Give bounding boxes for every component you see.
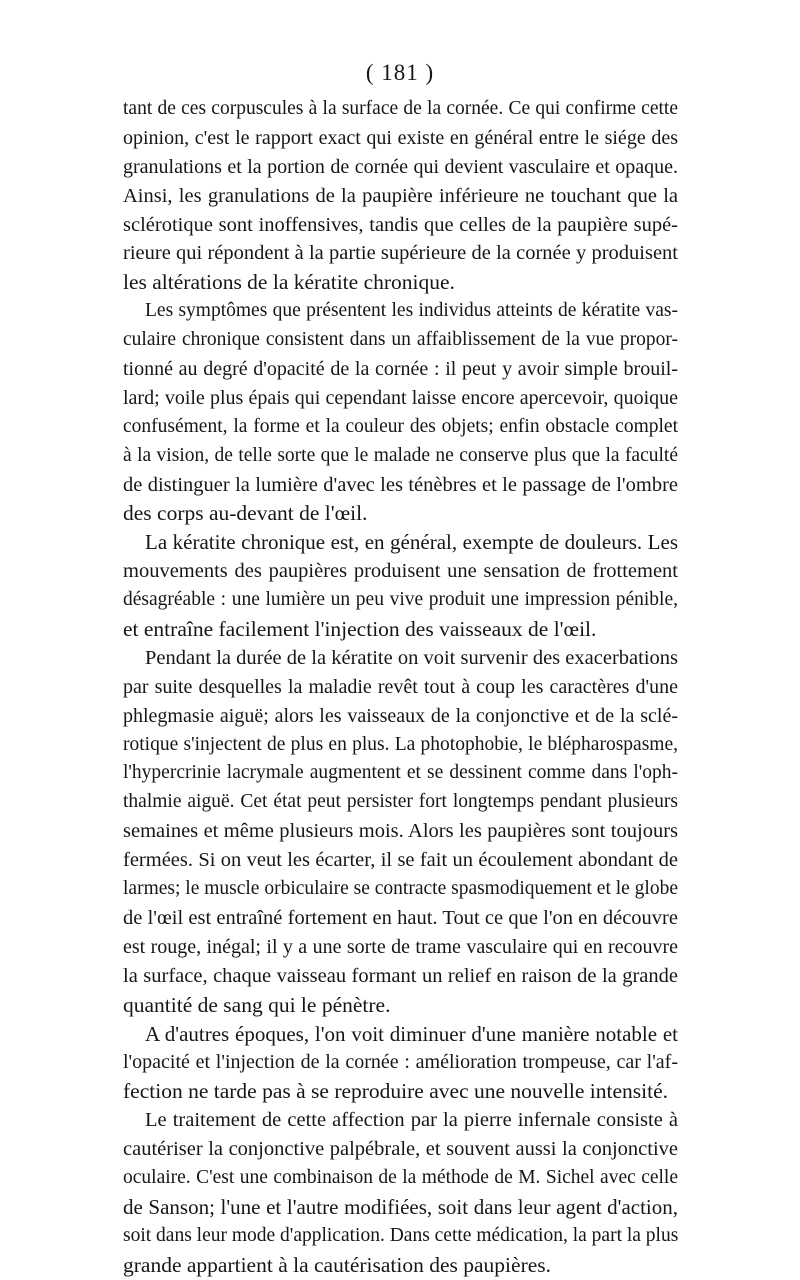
text-line: soit dans leur mode d'application. Dans cette médication, la part la plus <box>123 1224 678 1246</box>
text-line: rieure qui répondent à la partie supérieure de la cornée y produisent <box>123 242 678 265</box>
text-line: oculaire. C'est une combinaison de la méthode de M. Sichel avec celle <box>123 1166 678 1188</box>
text-line: sclérotique sont inoffensives, tandis que celles de la paupière supé- <box>123 213 678 236</box>
paragraph <box>123 644 678 1020</box>
paragraph <box>123 1106 678 1279</box>
text-line: de l'œil est entraîné fortement en haut. Tout ce que l'on en découvre <box>123 906 678 929</box>
text-line: l'opacité et l'injection de la cornée : amélioration trompeuse, car l'af- <box>123 1051 678 1074</box>
text-line: par suite desquelles la maladie revêt tout à coup les caractères d'une <box>123 675 678 698</box>
text-line: Les symptômes que présentent les individus atteints de kératite vas- <box>145 300 678 322</box>
text-line: granulations et la portion de cornée qui devient vasculaire et opaque. <box>123 155 678 178</box>
page-number: ( 181 ) <box>365 60 435 85</box>
text-line: Ainsi, les granulations de la paupière inférieure ne touchant que la <box>123 184 678 207</box>
text-line: confusément, la forme et la couleur des objets; enfin obstacle complet <box>123 415 678 437</box>
text-line: cautériser la conjonctive palpébrale, et souvent aussi la conjonctive <box>123 1138 678 1161</box>
text-line: des corps au-devant de l'œil. <box>123 501 368 526</box>
text-line: semaines et même plusieurs mois. Alors les paupières sont toujours <box>123 820 678 843</box>
paragraph <box>123 95 678 297</box>
text-line: thalmie aiguë. Cet état peut persister fort longtemps pendant plusieurs <box>123 791 678 813</box>
text-line: fermées. Si on veut les écarter, il se fait un écoulement abondant de <box>123 849 678 872</box>
text-line: phlegmasie aiguë; alors les vaisseaux de la conjonctive et de la sclé- <box>123 704 678 727</box>
text-line: désagréable : une lumière un peu vive produit une impression pénible, <box>123 589 678 611</box>
text-line: quantité de sang qui le pénètre. <box>123 992 391 1017</box>
text-line: culaire chronique consistent dans un affaiblissement de la vue propor- <box>123 329 678 351</box>
text-line: mouvements des paupières produisent une sensation de frottement <box>123 560 678 583</box>
text-line: opinion, c'est le rapport exact qui existe en général entre le siége des <box>123 126 678 149</box>
body-text <box>123 95 678 1280</box>
text-line: de distinguer la lumière d'avec les ténèbres et le passage de l'ombre <box>123 473 678 496</box>
text-line: La kératite chronique est, en général, exempte de douleurs. Les <box>145 530 678 555</box>
text-line: lard; voile plus épais qui cependant laisse encore apercevoir, quoique <box>123 386 678 409</box>
text-line: rotique s'injectent de plus en plus. La photophobie, le blépharospasme, <box>123 733 678 755</box>
paragraph <box>123 1020 678 1107</box>
text-line: Pendant la durée de la kératite on voit survenir des exacerbations <box>145 646 678 669</box>
text-line: l'hypercrinie lacrymale augmentent et se dessinent comme dans l'oph- <box>123 762 678 784</box>
text-line: A d'autres époques, l'on voit diminuer d'une manière notable et <box>145 1021 678 1046</box>
text-line: fection ne tarde pas à se reproduire avec une nouvelle intensité. <box>123 1079 669 1104</box>
text-line: grande appartient à la cautérisation des paupières. <box>123 1252 552 1277</box>
text-line: larmes; le muscle orbiculaire se contracte spasmodiquement et le globe <box>123 878 678 900</box>
text-line: à la vision, de telle sorte que le malade ne conserve plus que la faculté <box>123 444 678 466</box>
text-line: les altérations de la kératite chronique. <box>123 270 455 295</box>
text-line: la surface, chaque vaisseau formant un relief en raison de la grande <box>123 964 678 987</box>
text-line: tionné au degré d'opacité de la cornée : il peut y avoir simple brouil- <box>123 358 678 381</box>
text-line: est rouge, inégal; il y a une sorte de trame vasculaire qui en recouvre <box>123 935 678 958</box>
paragraph <box>123 297 678 528</box>
text-line: et entraîne facilement l'injection des vaisseaux de l'œil. <box>123 617 597 642</box>
text-line: de Sanson; l'une et l'autre modifiées, soit dans leur agent d'action, <box>123 1194 678 1219</box>
text-line: Le traitement de cette affection par la pierre infernale consiste à <box>145 1109 678 1132</box>
paragraph <box>123 528 678 644</box>
text-line: tant de ces corpuscules à la surface de la cornée. Ce qui confirme cette <box>123 98 678 119</box>
